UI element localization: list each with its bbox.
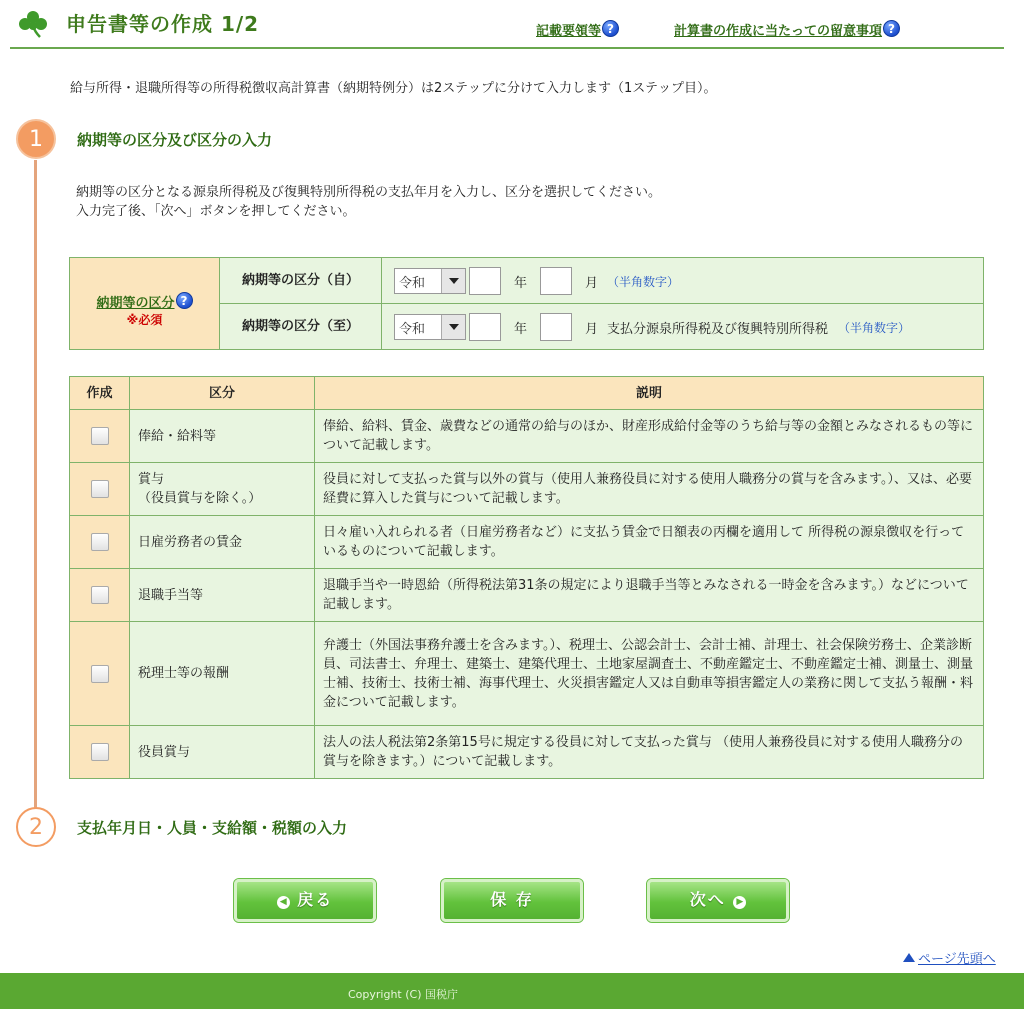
chevron-down-icon[interactable] [441, 269, 465, 293]
help-icon[interactable]: ? [176, 292, 193, 309]
table-row [70, 463, 983, 516]
payment-tax-label: 支払分源泉所得税及び復興特別所得税 [607, 321, 829, 337]
category-description: 法人の法人税法第2条第15号に規定する役員に対して支払った賞与 （使用人兼務役員に対する使用人職務分の賞与を除きます。）について記載します。 [315, 726, 983, 778]
create-checkbox[interactable] [91, 533, 109, 551]
header-divider [10, 47, 1004, 49]
category-name: 日雇労務者の賃金 [130, 516, 315, 568]
save-button[interactable] [441, 879, 583, 922]
era-select-to-value: 令和 [399, 321, 426, 337]
table-cell-checkbox [70, 726, 130, 778]
writing-guide-link-label[interactable]: 記載要領等 [536, 24, 602, 39]
save-button-label: 保 存 [490, 890, 534, 909]
step2-title: 支払年月日・人員・支給額・税額の入力 [77, 819, 348, 837]
category-name: 税理士等の報酬 [130, 622, 315, 725]
period-label-link[interactable]: 納期等の区分 [96, 296, 175, 311]
required-mark: ※必須 [126, 313, 163, 327]
year-input-from[interactable] [469, 267, 501, 295]
table-row [70, 622, 983, 726]
page-top-link-label[interactable]: ページ先頭へ [918, 952, 996, 967]
create-checkbox[interactable] [91, 427, 109, 445]
period-from-label: 納期等の区分（自） [220, 258, 382, 304]
category-description: 俸給、給料、賃金、歳費などの通常の給与のほか、財産形成給付金等のうち給与等の金額とみなされるもの等について記載します。 [315, 410, 983, 462]
calculation-notes-link-label[interactable]: 計算書の作成に当たっての留意事項 [674, 24, 883, 39]
page-title: 申告書等の作成 1/2 [66, 12, 260, 36]
step1-description-line2: 入力完了後、「次へ」ボタンを押してください。 [76, 204, 356, 219]
table-cell-checkbox [70, 410, 130, 462]
category-name: 賞与 （役員賞与を除く。） [130, 463, 315, 515]
help-icon[interactable]: ? [883, 20, 900, 37]
arrow-left-icon: ◀ [277, 896, 290, 909]
table-cell-checkbox [70, 516, 130, 568]
create-checkbox[interactable] [91, 743, 109, 761]
create-checkbox[interactable] [91, 665, 109, 683]
month-input-to[interactable] [540, 313, 572, 341]
step1-title: 納期等の区分及び区分の入力 [77, 131, 273, 149]
period-table [69, 257, 984, 350]
table-cell-checkbox [70, 622, 130, 725]
category-name: 俸給・給料等 [130, 410, 315, 462]
clover-logo-icon [18, 10, 48, 38]
chevron-down-icon[interactable] [441, 315, 465, 339]
period-to-inputs [394, 304, 910, 350]
column-header-description: 説明 [635, 386, 662, 401]
table-row [70, 516, 983, 569]
half-width-note: （半角数字） [838, 320, 911, 335]
period-from-inputs [394, 258, 679, 304]
year-unit: 年 [514, 321, 528, 337]
month-unit: 月 [585, 275, 599, 291]
step2-badge: 2 [16, 807, 56, 847]
help-icon[interactable]: ? [602, 20, 619, 37]
back-button-label: 戻る [297, 890, 334, 909]
category-name: 役員賞与 [130, 726, 315, 778]
table-cell-checkbox [70, 569, 130, 621]
half-width-note: （半角数字） [607, 274, 680, 289]
page-top-link[interactable] [903, 948, 996, 967]
copyright-text: Copyright (C) 国税庁 [348, 988, 459, 1001]
footer [0, 973, 1024, 1009]
era-select-from[interactable] [394, 268, 466, 294]
period-to-label: 納期等の区分（至） [220, 304, 382, 349]
column-header-create: 作成 [70, 377, 130, 409]
step-connector-line [34, 160, 37, 808]
create-checkbox[interactable] [91, 480, 109, 498]
back-button[interactable] [234, 879, 376, 922]
intro-text: 給与所得・退職所得等の所得税徴収高計算書（納期特例分）は2ステップに分けて入力します（1ステップ目）。 [70, 81, 717, 96]
month-unit: 月 [585, 321, 599, 337]
step1-badge: 1 [16, 119, 56, 159]
category-description: 日々雇い入れられる者（日雇労務者など）に支払う賃金で日額表の丙欄を適用して 所得税の源泉徴収を行っているものについて記載します。 [315, 516, 983, 568]
year-input-to[interactable] [469, 313, 501, 341]
next-button-label: 次へ [689, 890, 726, 909]
arrow-right-icon: ▶ [733, 896, 746, 909]
year-unit: 年 [514, 275, 528, 291]
month-input-from[interactable] [540, 267, 572, 295]
table-cell-checkbox [70, 463, 130, 515]
table-row [70, 726, 983, 778]
category-table-header [70, 377, 983, 410]
category-description: 退職手当や一時恩給（所得税法第31条の規定により退職手当等とみなされる一時金を含みます。）などについて記載します。 [315, 569, 983, 621]
category-name: 退職手当等 [130, 569, 315, 621]
create-checkbox[interactable] [91, 586, 109, 604]
step1-description [76, 183, 661, 221]
writing-guide-link[interactable] [536, 20, 619, 39]
column-header-category: 区分 [130, 377, 315, 409]
calculation-notes-link[interactable] [674, 20, 900, 39]
period-label-cell [70, 258, 220, 349]
arrow-up-icon [903, 953, 915, 962]
next-button[interactable] [647, 879, 789, 922]
category-description: 弁護士（外国法事務弁護士を含みます。）、税理士、公認会計士、会計士補、計理士、社会保険労務士、企業診断員、司法書士、弁理士、建築士、建築代理士、土地家屋調査士、不動産鑑定士、不動産鑑定士補、測量士、測量士補、技術士、技術士補、海事代理士、火災損害鑑定人又は自動車等損害鑑定人の業務に関して支払う報酬・料金について記載します。 [315, 622, 983, 725]
step1-description-line1: 納期等の区分となる源泉所得税及び復興特別所得税の支払年月を入力し、区分を選択してください。 [76, 185, 662, 200]
category-table [69, 376, 984, 779]
era-select-to[interactable] [394, 314, 466, 340]
table-row [70, 569, 983, 622]
table-row [70, 410, 983, 463]
category-description: 役員に対して支払った賞与以外の賞与（使用人兼務役員に対する使用人職務分の賞与を含みます。）、又は、必要経費に算入した賞与について記載します。 [315, 463, 983, 515]
era-select-from-value: 令和 [399, 275, 426, 291]
